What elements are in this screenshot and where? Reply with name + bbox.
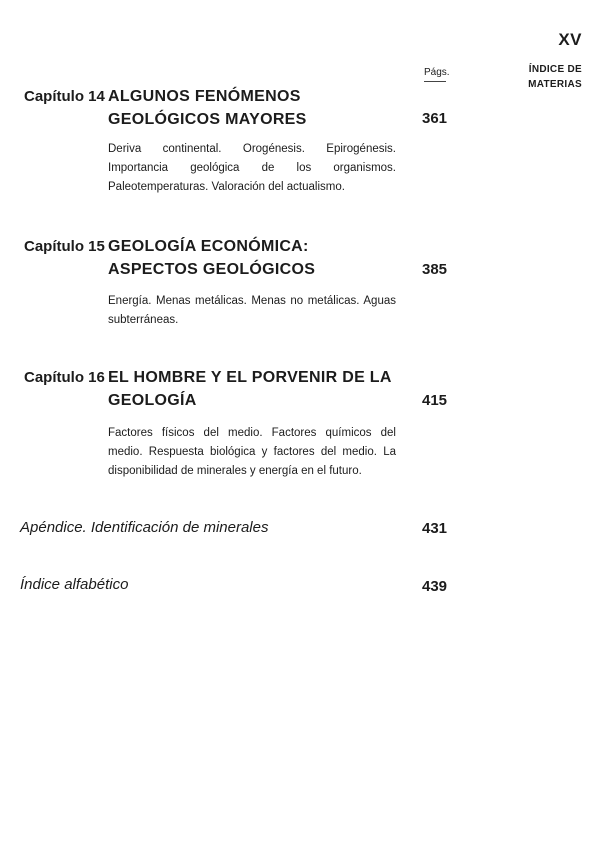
chapter-15-description: Energía. Menas metálicas. Menas no metálicas. Aguas subterráneas. [108,295,396,326]
index-page: 439 [422,578,448,595]
chapter-14-description: Deriva continental. Orogénesis. Epirogénesis. Importancia geológica de los organismos. Paleotemperaturas. Valoración del actualismo. [108,143,396,193]
page-number: XV [558,30,582,49]
chapter-14-label: Capítulo 14 [24,88,105,105]
chapter-16-title: EL HOMBRE Y EL PORVENIR DE LA GEOLOGÍA [108,369,392,409]
chapter-14-title: ALGUNOS FENÓMENOS GEOLÓGICOS MAYORES [108,88,307,128]
chapter-16-label: Capítulo 16 [24,369,105,386]
section-title: ÍNDICE DE MATERIAS [528,64,582,90]
chapter-16-page: 415 [422,392,448,409]
chapter-16-description: Factores físicos del medio. Factores químicos del medio. Respuesta biológica y factores del medio. La disponibilidad de minerales y energía en el futuro. [108,427,396,477]
chapter-15-title: GEOLOGÍA ECONÓMICA: ASPECTOS GEOLÓGICOS [108,238,316,278]
chapter-15-page: 385 [422,261,448,278]
index-title: Índice alfabético [20,576,129,593]
pages-label-underline [424,81,446,82]
appendix-page: 431 [422,520,448,537]
chapter-15-label: Capítulo 15 [24,238,105,255]
chapter-14-page: 361 [422,110,448,127]
appendix-title: Apéndice. Identificación de minerales [20,519,269,536]
pages-column-label: Págs. [424,67,450,78]
